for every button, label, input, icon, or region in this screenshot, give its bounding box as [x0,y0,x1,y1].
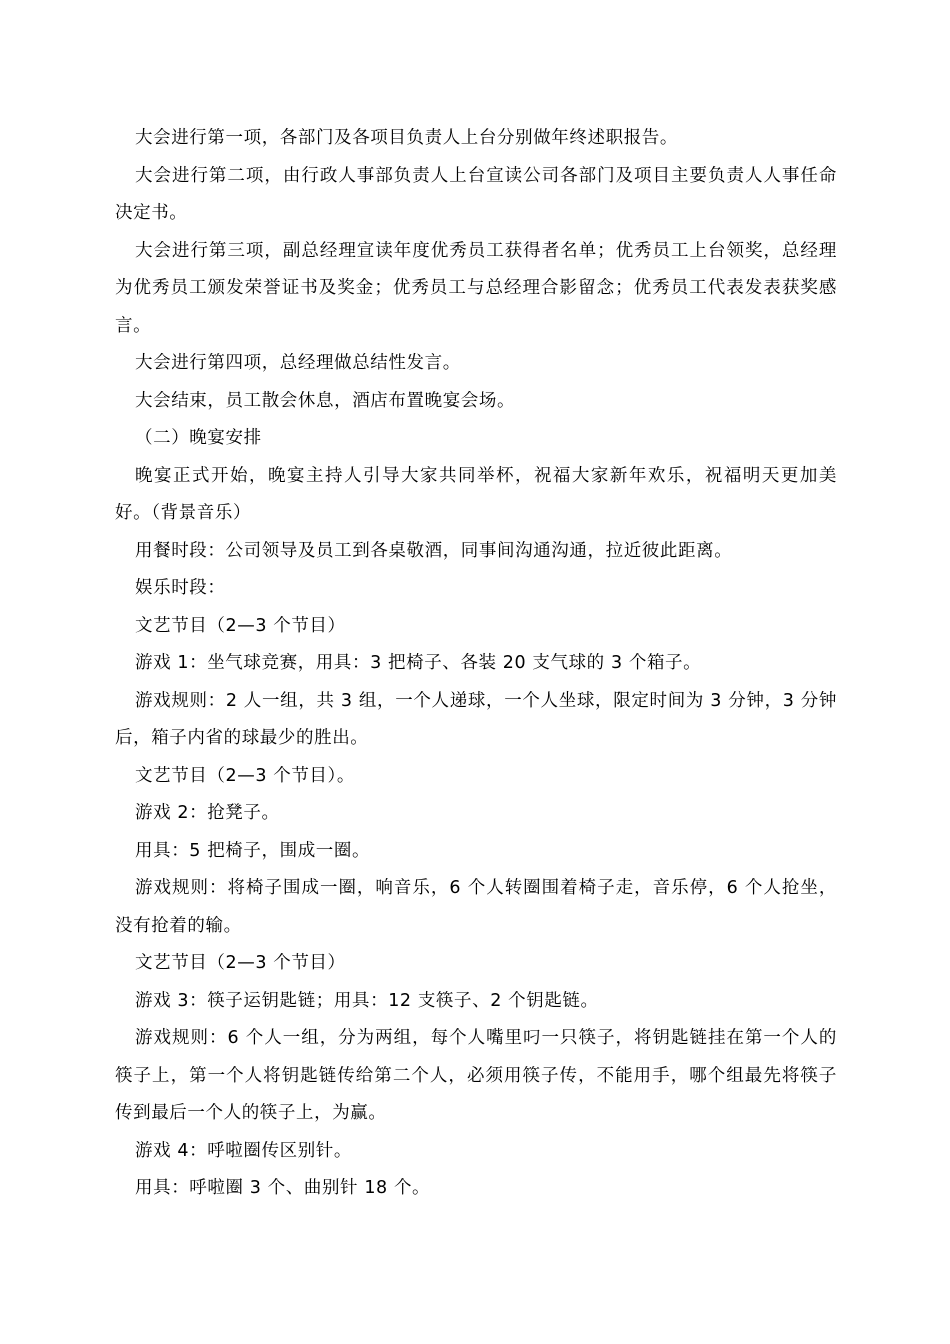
paragraph-game-3-rules: 游戏规则：6 个人一组，分为两组，每个人嘴里叼一只筷子，将钥匙链挂在第一个人的筷子上，第一个人将钥匙链传给第二个人，必须用筷子传，不能用手，哪个组最先将筷子传到最后一个人的筷子上，为赢。 [115,1028,837,1123]
paragraph-agenda-item-4: 大会进行第四项，总经理做总结性发言。 [135,353,461,373]
paragraph-agenda-item-2: 大会进行第二项，由行政人事部负责人上台宣读公司各部门及项目主要负责人人事任命决定书。 [115,165,837,223]
paragraph-performance-3: 文艺节目（2—3 个节目） [135,953,346,973]
paragraph-game-1-rules: 游戏规则：2 人一组，共 3 组，一个人递球，一个人坐球，限定时间为 3 分钟，3 分钟后，箱子内省的球最少的胜出。 [115,690,837,748]
paragraph-game-2-tools: 用具：5 把椅子，围成一圈。 [135,840,371,861]
paragraph-agenda-item-3: 大会进行第三项，副总经理宣读年度优秀员工获得者名单；优秀员工上台领奖，总经理为优秀员工颁发荣誉证书及奖金；优秀员工与总经理合影留念；优秀员工代表发表获奖感言。 [115,240,837,336]
paragraph-game-3: 游戏 3：筷子运钥匙链；用具：12 支筷子、2 个钥匙链。 [135,990,599,1011]
paragraph-game-1: 游戏 1：坐气球竞赛，用具：3 把椅子、各装 20 支气球的 3 个箱子。 [135,653,702,673]
paragraph-banquet-start: 晚宴正式开始，晚宴主持人引导大家共同举杯，祝福大家新年欢乐，祝福明天更加美好。（背景音乐） [115,465,837,523]
section-heading-banquet: （二）晚宴安排 [135,428,262,448]
paragraph-performance-1: 文艺节目（2—3 个节目） [135,615,346,636]
paragraph-entertainment-time: 娱乐时段： [135,578,226,598]
paragraph-game-4: 游戏 4：呼啦圈传区别针。 [135,1140,352,1161]
paragraph-game-2: 游戏 2：抢凳子。 [135,803,280,823]
document-body [115,120,837,1208]
paragraph-game-2-rules: 游戏规则：将椅子围成一圈，响音乐，6 个人转圈围着椅子走，音乐停，6 个人抢坐，没有抢着的输。 [115,878,837,936]
paragraph-meeting-end: 大会结束，员工散会休息，酒店布置晚宴会场。 [135,390,516,411]
paragraph-agenda-item-1: 大会进行第一项，各部门及各项目负责人上台分别做年终述职报告。 [135,128,678,148]
paragraph-dining-time: 用餐时段：公司领导及员工到各桌敬酒，同事间沟通沟通，拉近彼此距离。 [135,540,733,561]
paragraph-performance-2: 文艺节目（2—3 个节目）。 [135,765,355,786]
paragraph-game-4-tools: 用具：呼啦圈 3 个、曲别针 18 个。 [135,1178,431,1198]
